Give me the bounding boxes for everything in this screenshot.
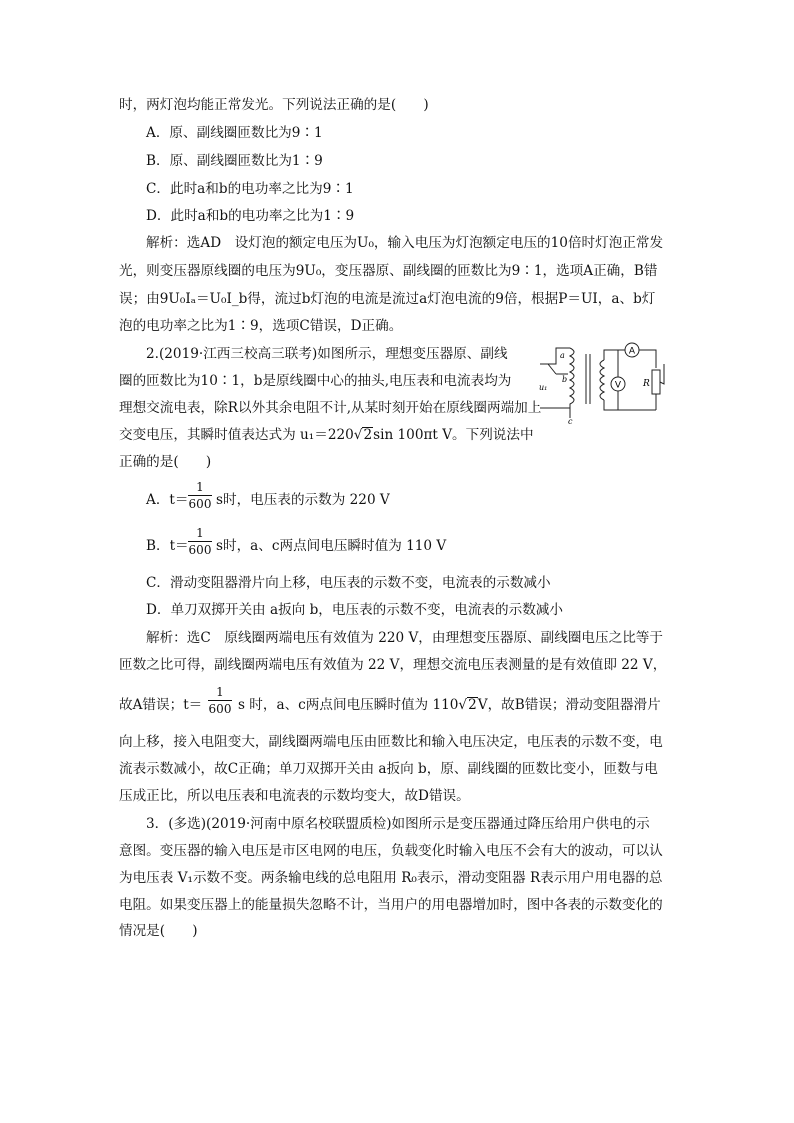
fraction-bar xyxy=(188,495,212,496)
voltmeter-label: V xyxy=(614,380,622,391)
q2-formula-start: 交变电压，其瞬时值表达式为 u₁＝220 xyxy=(119,427,354,443)
q2-option-b-fraction xyxy=(188,526,212,557)
q1-option-d: D．此时a和b的电功率之比为1∶9 xyxy=(146,208,355,224)
q2-option-a-text: s时，电压表的示数为 220 V xyxy=(216,492,390,508)
q2-analysis-fraction xyxy=(208,685,232,716)
terminal-b-label: b xyxy=(562,375,568,384)
q2-analysis-mid: s 时，a、c两点间电压瞬时值为 110 xyxy=(238,697,459,713)
q2-stem-line xyxy=(119,426,534,444)
fraction-numerator: 1 xyxy=(196,526,204,540)
q2-option-b-text: s时，a、c两点间电压瞬时值为 110 V xyxy=(216,538,447,554)
fraction-denominator: 600 xyxy=(188,497,212,511)
q2-stem-line: 正确的是( ) xyxy=(119,454,212,470)
fraction-numerator: 1 xyxy=(216,685,224,699)
q1-analysis-line: 解析：选AD 设灯泡的额定电压为U₀，输入电压为灯泡额定电压的10倍时灯泡正常发 xyxy=(146,235,664,251)
q2-analysis-end: V，故B错误；滑动变阻器滑片 xyxy=(477,697,661,713)
q2-stem-line: 2.(2019·江西三校高三联考)如图所示，理想变压器原、副线 xyxy=(146,346,508,362)
sqrt-argument: 2 xyxy=(363,427,373,443)
q1-analysis-line: 光，则变压器原线圈的电压为9U₀，变压器原、副线圈的匝数比为9∶1，选项A正确，B错 xyxy=(119,263,658,279)
fraction-bar xyxy=(208,700,232,701)
resistor-label: R xyxy=(643,379,650,389)
q3-stem-line: 情况是( ) xyxy=(119,923,198,939)
fraction-numerator: 1 xyxy=(196,480,204,494)
q2-option-b-label: B．t＝ xyxy=(146,538,189,554)
q2-formula-end: sin 100πt V。下列说法中 xyxy=(373,427,534,443)
q2-analysis-line: 匝数之比可得，副线圈两端电压有效值为 22 V，理想交流电压表测量的是有效值即 22 V， xyxy=(119,657,667,673)
fraction-denominator: 600 xyxy=(208,702,232,716)
q2-option-c: C．滑动变阻器滑片向上移，电压表的示数不变，电流表的示数减小 xyxy=(146,575,551,591)
q3-stem-line: 电阻。如果变压器上的能量损失忽略不计，当用户的用电器增加时，图中各表的示数变化的 xyxy=(119,897,663,913)
sqrt-symbol: √ xyxy=(458,697,468,713)
q1-option-c: C．此时a和b的电功率之比为9∶1 xyxy=(146,181,354,197)
terminal-c-label: c xyxy=(568,417,573,426)
q2-analysis-line: 解析：选C 原线圈两端电压有效值为 220 V，由理想变压器原、副线圈电压之比等于 xyxy=(146,630,663,646)
q3-stem-line: 为电压表 V₁示数不变。两条输电线的总电阻用 R₀表示，滑动变阻器 R表示用户用电器的总 xyxy=(119,870,663,886)
q1-analysis-line: 泡的电功率之比为1∶9，选项C错误，D正确。 xyxy=(119,318,403,334)
q2-analysis-line: 压成正比，所以电压表和电流表的示数均变大，故D错误。 xyxy=(119,788,470,804)
q2-analysis-line xyxy=(238,696,661,714)
transformer-circuit-diagram xyxy=(538,338,670,426)
sqrt-argument: 2 xyxy=(468,697,477,713)
q3-stem-line: 3．(多选)(2019·河南中原名校联盟质检)如图所示是变压器通过降压给用户供电的示 xyxy=(146,816,650,832)
q1-option-a: A．原、副线圈匝数比为9∶1 xyxy=(146,125,323,141)
q2-option-a-fraction xyxy=(188,480,212,511)
q2-stem-line: 圈的匝数比为10∶1，b是原线圈中心的抽头,电压表和电流表均为 xyxy=(119,373,512,389)
q2-analysis-line: 流表示数减小，故C正确；单刀双掷开关由 a扳向 b，原、副线圈的匝数比变小，匝数与电 xyxy=(119,761,658,777)
q1-option-b: B．原、副线圈匝数比为1∶9 xyxy=(146,153,323,169)
q2-option-d: D．单刀双掷开关由 a扳向 b，电压表的示数不变，电流表的示数减小 xyxy=(146,602,563,618)
q2-analysis-line: 向上移，接入电阻变大，副线圈两端电压由匝数比和输入电压决定，电压表的示数不变，电 xyxy=(119,734,663,750)
terminal-a-label: a xyxy=(560,351,565,360)
q2-option-a-label: A．t＝ xyxy=(146,492,189,508)
input-voltage-label: u₁ xyxy=(539,383,548,392)
q1-analysis-line: 误；由9U₀Iₐ＝U₀I_b得，流过b灯泡的电流是流过a灯泡电流的9倍，根据P＝UI，a、b灯 xyxy=(119,291,656,307)
ammeter-label: A xyxy=(628,346,636,357)
fraction-bar xyxy=(188,541,212,542)
q3-stem-line: 意图。变压器的输入电压是市区电网的电压，负载变化时输入电压不会有大的波动，可以认 xyxy=(119,843,663,859)
q2-analysis-line: 故A错误；t＝ xyxy=(119,697,203,713)
q1-stem-end: 时，两灯泡均能正常发光。下列说法正确的是( ) xyxy=(119,97,429,113)
fraction-denominator: 600 xyxy=(188,543,212,557)
sqrt-symbol: √ xyxy=(353,427,363,443)
q2-stem-line: 理想交流电表，除R以外其余电阻不计,从某时刻开始在原线圈两端加上 xyxy=(119,400,542,416)
